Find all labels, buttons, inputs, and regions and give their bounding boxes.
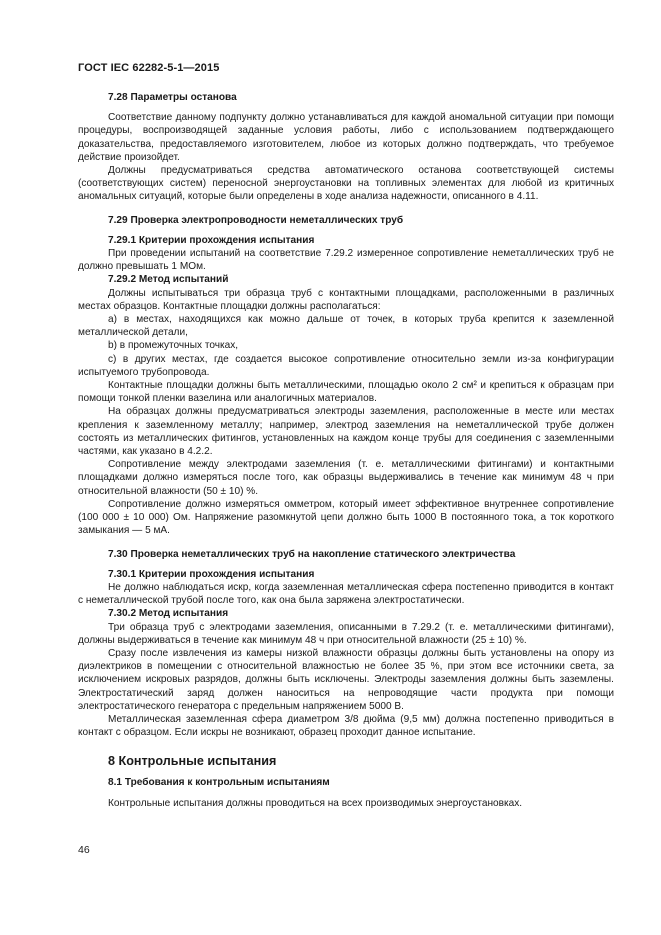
list-item-c: c) в других местах, где создается высокое сопротивление относительно земли из-за конфигурации испытуемого трубопровода. bbox=[78, 353, 614, 378]
paragraph: Металлическая заземленная сфера диаметром 3/8 дюйма (9,5 мм) должна постепенно приводиться в контакт с образцом. Если искры не возникают, образец проходит данное испытание. bbox=[78, 713, 614, 739]
page-content bbox=[78, 91, 614, 810]
paragraph: Сопротивление должно измеряться омметром, который имеет эффективное внутреннее сопротивление (100 000 ± 10 000) Ом. Напряжение разомкнутой цепи должно быть 1000 В постоянного тока, а ток короткого замыкания — 5 мА. bbox=[78, 498, 614, 537]
standard-header: ГОСТ IEC 62282-5-1—2015 bbox=[78, 62, 220, 74]
section-7-30-title: 7.30 Проверка неметаллических труб на накопление статического электричества bbox=[108, 548, 516, 560]
subsection-7-30-1-title: 7.30.1 Критерии прохождения испытания bbox=[108, 568, 315, 580]
paragraph: Контрольные испытания должны проводиться на всех производимых энергоустановках. bbox=[108, 797, 523, 809]
paragraph: При проведении испытаний на соответствие 7.29.2 измеренное сопротивление неметаллических труб не должно превышать 1 МОм. bbox=[78, 248, 614, 273]
paragraph: Сразу после извлечения из камеры низкой влажности образцы должны быть установлены на опору из диэлектриков в помещении с относительной влажностью не более 35 %, при этом все источники света, за исключением искровых разрядов, должны быть исключены. Электроды заземления должны быть заземлены. Электростатический заряд должен наноситься на непроводящие части продукта при помощи электростатического генератора с предельным напряжением 5000 В. bbox=[78, 647, 614, 712]
subsection-7-29-1-title: 7.29.1 Критерии прохождения испытания bbox=[108, 234, 315, 246]
subsection-7-30-2-title: 7.30.2 Метод испытания bbox=[108, 608, 229, 620]
paragraph: Должны предусматриваться средства автоматического останова соответствующей системы (соответствующих систем) переносной энергоустановки на топливных элементах для любой из критичных аномальных ситуаций, которые были определены в ходе анализа надежности, описанного в 4.11. bbox=[78, 165, 614, 203]
paragraph: Не должно наблюдаться искр, когда заземленная металлическая сфера постепенно приводится в контакт с неметаллической трубой после того, как она была заряжена электростатически. bbox=[78, 581, 614, 607]
section-7-28-title: 7.28 Параметры останова bbox=[108, 92, 237, 103]
subsection-8-1-title: 8.1 Требования к контрольным испытаниям bbox=[108, 777, 330, 789]
paragraph: Должны испытываться три образца труб с контактными площадками, расположенными в различных местах образцов. Контактные площадки должны располагаться: bbox=[78, 287, 614, 312]
paragraph: Соответствие данному подпункту должно устанавливаться для каждой аномальной ситуации при помощи процедуры, воспроизводящей заданные условия работы, либо с использованием подтверждающего доказательства, предоставляемого изготовителем, любое из которых должно подтверждать, что требуемое действие произойдет. bbox=[78, 112, 614, 163]
list-item-b: b) в промежуточных точках, bbox=[108, 340, 239, 352]
paragraph: Контактные площадки должны быть металлическими, площадью около 2 см² и крепиться к образцам при помощи тонкой пленки вазелина или аналогичных материалов. bbox=[78, 380, 614, 405]
page-number: 46 bbox=[78, 844, 90, 856]
section-7-29-title: 7.29 Проверка электропроводности неметаллических труб bbox=[108, 214, 404, 226]
section-8-title: 8 Контрольные испытания bbox=[108, 754, 277, 769]
subsection-7-29-2-title: 7.29.2 Метод испытаний bbox=[108, 274, 229, 286]
paragraph: Сопротивление между электродами заземления (т. е. металлическими фитингами) и контактными площадками должно измеряться после того, как образцы выдерживались в течение как минимум 48 ч при относительной влажности (50 ± 10) %. bbox=[78, 459, 614, 497]
list-item-a: a) в местах, находящихся как можно дальше от точек, в которых труба крепится к заземленной металлической детали, bbox=[78, 314, 614, 339]
paragraph: Три образца труб с электродами заземления, описанными в 7.29.2 (т. е. металлическими фитингами), должны выдерживаться в течение как минимум 48 ч при относительной влажности (25 ± 10) %. bbox=[78, 621, 614, 646]
paragraph: На образцах должны предусматриваться электроды заземления, расположенные в месте или местах крепления к заземленному металлу; например, электрод заземления на неметаллической трубе должен состоять из металлических фитингов, установленных на каждом конце трубы для соединения с заземленными частями, как указано в 4.2.2. bbox=[78, 406, 614, 458]
